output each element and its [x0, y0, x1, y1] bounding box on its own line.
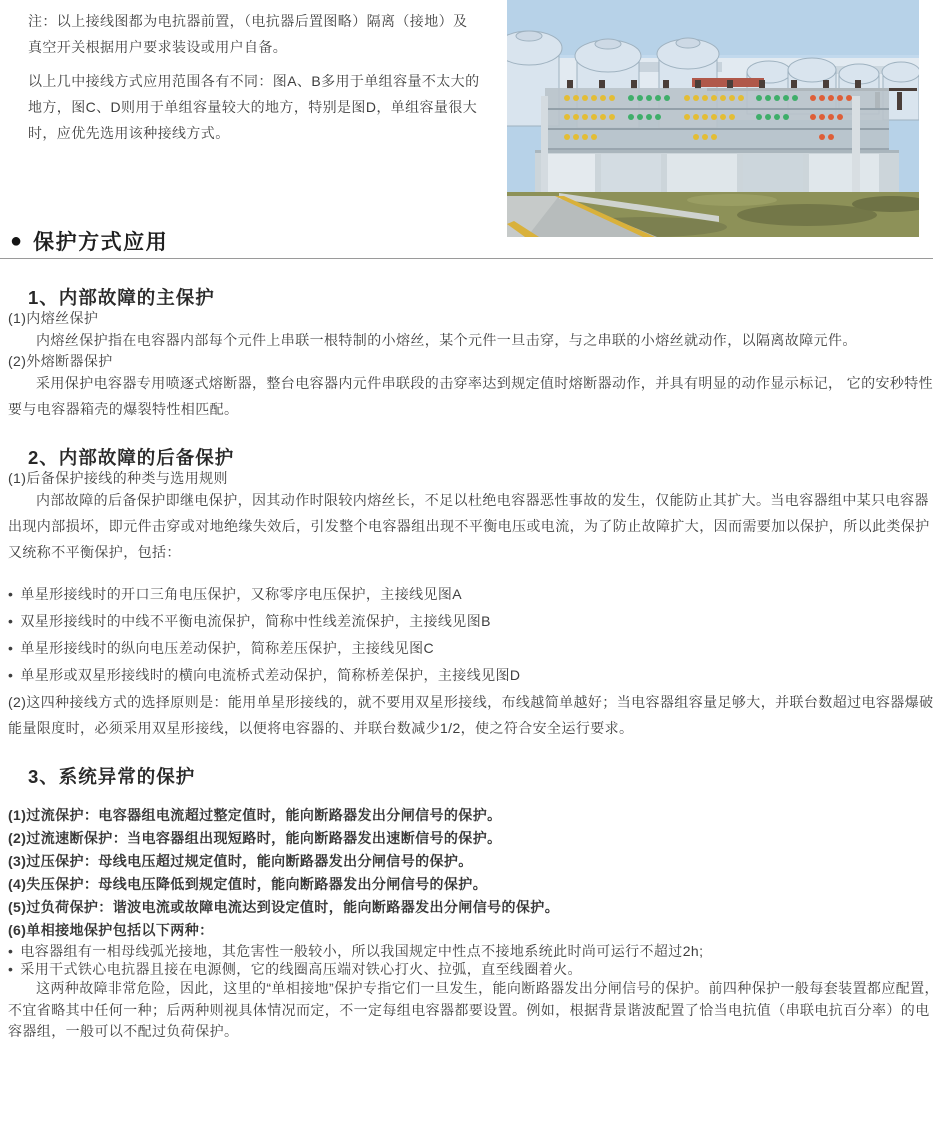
bullet-text: 采用干式铁心电抗器且接在电源侧，它的线圈高压端对铁心打火、拉弧，直至线圈着火。	[20, 961, 582, 977]
sub1-item1-text: 内熔丝保护指在电容器内部每个元件上串联一根特制的小熔丝，某个元件一旦击穿，与之串联的小熔丝就动作，以隔离故障元件。	[36, 332, 857, 348]
bullet-icon: •	[8, 586, 14, 602]
bold-list-item: (3)过压保护：母线电压超过规定值时，能向断路器发出分闸信号的保护。	[8, 853, 473, 869]
list-item	[8, 608, 940, 635]
capacitor-bank-photo	[507, 0, 919, 237]
system-protection-list	[8, 804, 940, 942]
section-bullet-icon: ●	[10, 230, 23, 252]
intro-notes	[28, 8, 480, 154]
list-item	[8, 581, 940, 608]
section-divider	[0, 258, 933, 259]
grounding-bullet-2	[8, 960, 940, 978]
sub2-item1-label: (1)后备保护接线的种类与选用规则	[8, 470, 228, 486]
top-area	[0, 0, 950, 262]
list-item	[8, 662, 940, 689]
bold-list-item: (6)单相接地保护包括以下两种：	[8, 922, 214, 938]
list-item-text: 单星形接线时的纵向电压差动保护，简称差压保护，主接线见图C	[20, 640, 435, 656]
bullet-icon: •	[8, 943, 14, 959]
section-title: 保护方式应用	[33, 231, 169, 254]
list-item-text: 单星形或双星形接线时的横向电流桥式差动保护，简称桥差保护，主接线见图D	[20, 667, 521, 683]
note-paragraph-1: 注：以上接线图都为电抗器前置，（电抗器后置图略）隔离（接地）及真空开关根据用户要求装设或用户自备。	[28, 13, 468, 55]
grounding-bullet-1	[8, 942, 940, 960]
sub1-item2-text: 采用保护电容器专用喷逐式熔断器，整台电容器内元件串联段的击穿率达到规定值时熔断器动作，并具有明显的动作显示标记， 它的安秒特性要与电容器箱壳的爆裂特性相匹配。	[8, 375, 934, 417]
bold-list-item: (4)失压保护：母线电压降低到规定值时，能向断路器发出分闸信号的保护。	[8, 876, 488, 892]
sub2-item2-text: (2)这四种接线方式的选择原则是：能用单星形接线的，就不要用双星形接线，布线越简单越好；当电容器组容量足够大，并联台数超过电容器爆破能量限度时，必须采用双星形接线，以便将电容器的、并联台数减少1/2，使之符合安全运行要求。	[8, 694, 934, 736]
subsection-2-title: 2、内部故障的后备保护	[28, 447, 235, 468]
list-item	[8, 635, 940, 662]
sub1-item1-label: (1)内熔丝保护	[8, 310, 99, 326]
bullet-text: 电容器组有一相母线弧光接地，其危害性一般较小，所以我国规定中性点不接地系统此时尚可运行不超过2h;	[20, 943, 704, 959]
bullet-icon: •	[8, 667, 14, 683]
wiring-protection-list	[8, 581, 940, 689]
closing-paragraph: 这两种故障非常危险，因此，这里的“单相接地”保护专指它们一旦发生，能向断路器发出分闸信号的保护。前四种保护一般每套装置都应配置，不宜省略其中任何一种；后两种则视具体情况而定，不一定每组电容器都要设置。例如，根据背景谐波配置了恰当电抗值（串联电抗百分率）的电容器组，一般可以不配过负荷保护。	[8, 980, 939, 1039]
subsection-1-title: 1、内部故障的主保护	[28, 287, 215, 308]
bold-list-item: (1)过流保护：电容器组电流超过整定值时，能向断路器发出分闸信号的保护。	[8, 807, 502, 823]
sub1-item2-label: (2)外熔断器保护	[8, 353, 113, 369]
bold-list-item: (5)过负荷保护：谐波电流或故障电流达到设定值时，能向断路器发出分闸信号的保护。	[8, 899, 560, 915]
section-header	[10, 226, 168, 256]
bullet-icon: •	[8, 640, 14, 656]
sub2-item1-text: 内部故障的后备保护即继电保护，因其动作时限较内熔丝长，不足以杜绝电容器恶性事故的发生，仅能防止其扩大。当电容器组中某只电容器出现内部损坏，即元件击穿或对地绝缘失效后，引发整个电容器组出现不平衡电压或电流，为了防止故障扩大，因而需要加以保护，所以此类保护又统称不平衡保护，包括：	[8, 492, 930, 560]
list-item-text: 单星形接线时的开口三角电压保护，又称零序电压保护，主接线见图A	[20, 586, 463, 602]
subsection-3-title: 3、系统异常的保护	[28, 766, 196, 787]
bullet-icon: •	[8, 961, 14, 977]
main-content	[0, 284, 950, 1043]
bold-list-item: (2)过流速断保护：当电容器组出现短路时，能向断路器发出速断信号的保护。	[8, 830, 502, 846]
bullet-icon: •	[8, 613, 14, 629]
note-paragraph-2: 以上几中接线方式应用范围各有不同：图A、B多用于单组容量不太大的地方，图C、D则用于单组容量较大的地方，特别是图D，单组容量很大时，应优先选用该种接线方式。	[28, 73, 480, 141]
list-item-text: 双星形接线时的中线不平衡电流保护，简称中性线差流保护，主接线见图B	[20, 613, 491, 629]
capacitor-bank-photo-drawing	[507, 0, 919, 237]
